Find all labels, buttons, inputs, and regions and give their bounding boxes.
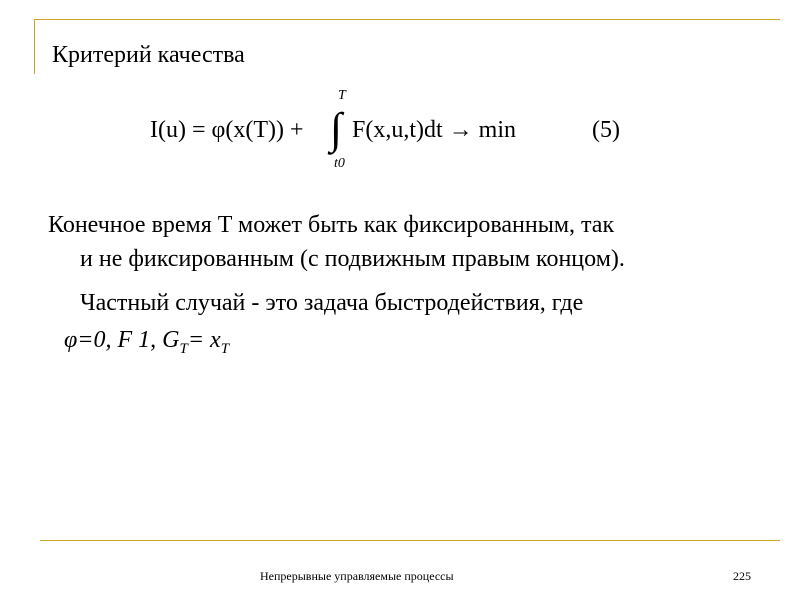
top-rule: [34, 19, 780, 20]
page-number: 225: [733, 569, 751, 583]
special-case-sub2: T: [220, 340, 230, 357]
left-accent-rule: [34, 19, 35, 74]
special-case-part3: = x: [187, 327, 221, 353]
equation-number: (5): [592, 117, 620, 143]
slide-body: [48, 208, 778, 320]
integral-lower-limit: t0: [334, 156, 345, 171]
integral-upper-limit: T: [338, 88, 346, 103]
paragraph1-line2: и не фиксированным (с подвижным правым концом).: [80, 246, 625, 272]
paragraph1-line1: Конечное время T может быть как фиксированным, так: [48, 212, 615, 238]
integral-symbol: ∫: [330, 104, 343, 153]
paragraph-special-case: Частный случай - это задача быстродействия, где: [80, 290, 584, 316]
special-case-sub1: T: [179, 340, 188, 357]
slide-title: Критерий качества: [52, 42, 245, 68]
special-case-formula: [64, 322, 229, 367]
bottom-rule: [40, 540, 780, 541]
criterion-formula: [150, 88, 650, 178]
footer-title: Непрерывные управляемые процессы: [260, 569, 454, 583]
formula-lhs: I(u) = φ(x(T)) +: [150, 117, 304, 143]
formula-integrand: F(x,u,t)dt → min: [352, 117, 517, 143]
special-case-part2: 1, G: [132, 327, 180, 353]
paragraph-final-time: [48, 208, 778, 276]
special-case-part1: φ=0, F: [64, 327, 133, 353]
